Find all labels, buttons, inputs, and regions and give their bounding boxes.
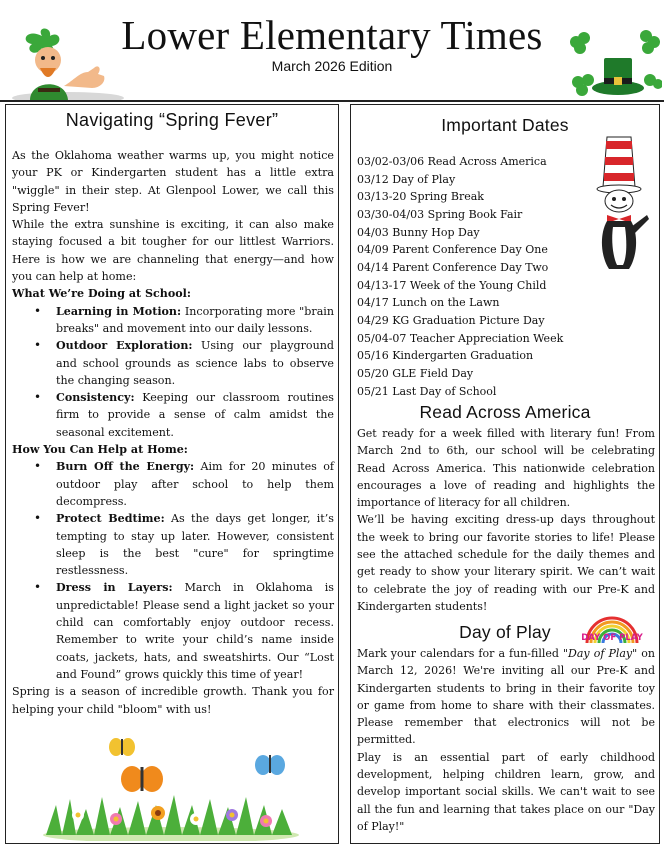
item-title: Outdoor Exploration: [56,339,193,353]
day-of-play-body [357,645,655,835]
play-p1-emphasis: "Day of Play" [563,647,638,660]
list-item [12,337,334,389]
list-item [12,579,334,683]
list-item: 05/21 Last Day of School [357,384,497,398]
list-item: 05/16 Kindergarten Graduation [357,349,534,363]
item-text: Incorporating more "brain breaks" and movement into our daily lessons. [56,304,334,335]
read-paragraph-2: We’ll be having exciting dress-up days throughout the week to bring our favorite stories to life! Please see the attached schedule for the daily themes and get ready to show your literary spirit. We can’t wait to celebrate the joy of reading with our Pre-K and Kindergarten students! [357,513,655,613]
header-divider [0,100,664,102]
play-p1-start: Mark your calendars for a fun-filled [357,647,563,660]
play-paragraph-2: Play is an essential part of early childhood development, helping children learn, grow, and develop important social skills. We can't wait to see all the fun and learning that takes place on our "Day of Play!" [357,750,655,833]
spring-flowers-illustration [36,735,306,841]
list-item [12,303,334,338]
list-item: 04/13-17 Week of the Young Child [357,278,547,292]
read-across-america-heading: Read Across America [419,402,591,422]
item-text: Keeping our classroom routines firm to provide a sense of calm amidst the seasonal excitement. [56,391,334,439]
play-p1-end: on March 12, 2026! We're inviting all our Pre-K and Kindergarten students to bring in their favorite toy or game from home to share with their classmates. Please remember that electronics will not be permitted. [357,647,655,747]
list-item: 04/17 Lunch on the Lawn [357,296,500,310]
clover-hat-illustration [566,24,662,98]
item-title: Dress in Layers: [56,581,173,595]
list-item: 03/12 Day of Play [357,172,456,186]
list-item: 05/04-07 Teacher Appreciation Week [357,331,564,345]
item-title: Learning in Motion: [56,304,182,318]
spring-fever-heading: Navigating “Spring Fever” [65,110,279,130]
item-title: Protect Bedtime: [56,512,165,526]
list-item: 03/30-04/03 Spring Book Fair [357,207,523,221]
edition-label: March 2026 Edition [271,58,393,74]
home-section-heading: How You Can Help at Home: [12,443,188,457]
item-title: Burn Off the Energy: [56,460,195,474]
item-text: As the days get longer, it’s tempting to stay up later. However, consistent sleep is the best "cure" for springtime restlessness. [56,512,334,578]
important-dates-list [357,153,587,400]
spring-fever-body [12,147,334,718]
item-text: March in Oklahoma is unpredictable! Please send a light jacket so your child can comfortably enjoy outdoor recess. Remember to write your child’s name inside coats, jackets, hats, and sweatshirts. Our “Lost and Found” grows quickly this time of year! [56,581,334,681]
item-title: Consistency: [56,391,135,405]
sidebar-column [350,104,660,844]
day-of-play-logo-text: DAY OF PLAY [581,633,643,643]
important-dates-heading: Important Dates [441,115,569,135]
list-item: 04/09 Parent Conference Day One [357,243,548,257]
item-text: Using our playground and school grounds as science labs to observe the changing season. [56,339,334,387]
list-item: 04/29 KG Graduation Picture Day [357,313,545,327]
list-item: 04/14 Parent Conference Day Two [357,260,549,274]
cat-in-hat-illustration [585,135,657,271]
play-paragraph-1 [357,645,655,749]
masthead [0,0,664,100]
list-item [12,458,334,510]
read-across-america-body [357,425,655,615]
newsletter-title: Lower Elementary Times [121,12,543,58]
read-paragraph-1: Get ready for a week filled with literary fun! From March 2nd to 6th, our school will be celebrating Read Across America. This nationwide celebration encourages a love of reading and highlights the importance of literacy for all children. [357,427,655,510]
spring-fever-column [5,104,339,844]
list-item: 05/20 GLE Field Day [357,366,474,380]
intro-paragraph-2: While the extra sunshine is exciting, it can also make staying focused a bit tougher for our littlest Warriors. Here is how we are channeling that energy—and how you can help at home: [12,218,334,284]
day-of-play-heading: Day of Play [459,622,551,642]
item-text: Aim for 20 minutes of outdoor play after school to help them decompress. [56,460,334,508]
list-item: 03/13-20 Spring Break [357,190,484,204]
intro-paragraph-1: As the Oklahoma weather warms up, you might notice your PK or Kindergarten student has a little extra "wiggle" in their step. At Glenpool Lower, we call this Spring Fever! [12,149,334,214]
closing-paragraph: Spring is a season of incredible growth. Thank you for helping your child "bloom" with us! [12,685,334,716]
school-section-heading: What We’re Doing at School: [12,287,191,301]
list-item [12,389,334,441]
list-item: 04/03 Bunny Hop Day [357,225,480,239]
list-item: 03/02-03/06 Read Across America [357,155,547,168]
list-item [12,510,334,579]
